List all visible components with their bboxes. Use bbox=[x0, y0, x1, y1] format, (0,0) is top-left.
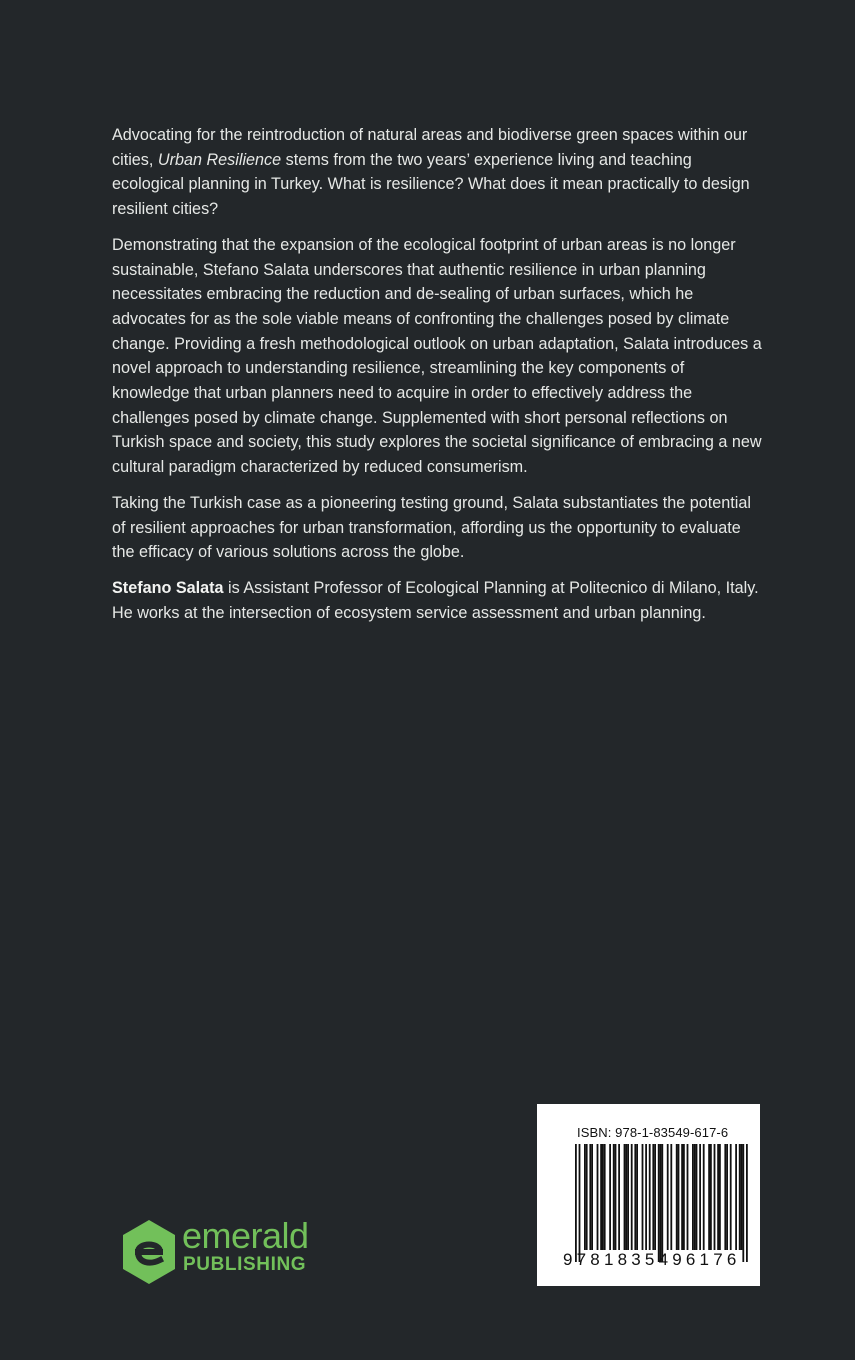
author-bio-text: is Assistant Professor of Ecological Planning at Politecnico di Milano, Italy. He works at the intersection of ecosystem service assessment and urban planning. bbox=[112, 578, 759, 622]
barcode-bar bbox=[634, 1144, 636, 1250]
barcode-bar bbox=[613, 1144, 615, 1250]
barcode-bar bbox=[667, 1144, 669, 1250]
barcode-bar bbox=[586, 1144, 588, 1250]
barcode-bar bbox=[597, 1144, 599, 1250]
publisher-subtitle: PUBLISHING bbox=[183, 1254, 307, 1275]
barcode-bar bbox=[746, 1144, 748, 1262]
barcode-bar bbox=[683, 1144, 685, 1250]
barcode-bar bbox=[654, 1144, 656, 1250]
barcode-bar bbox=[741, 1144, 743, 1250]
barcode-bar bbox=[652, 1144, 654, 1250]
barcode-bar bbox=[660, 1144, 662, 1262]
barcode-bar bbox=[591, 1144, 593, 1250]
barcode-bar bbox=[625, 1144, 627, 1250]
book-title-italic: Urban Resilience bbox=[157, 150, 282, 169]
barcode-bar bbox=[604, 1144, 606, 1250]
barcode-bar bbox=[584, 1144, 586, 1250]
barcode-bar bbox=[726, 1144, 728, 1250]
barcode-bar bbox=[724, 1144, 726, 1250]
barcode-bar bbox=[618, 1144, 620, 1250]
barcode-bar bbox=[642, 1144, 644, 1250]
blurb-p1-part-b: stems from the two years’ experience living and teaching ecological planning in Turkey. What is resilience? What does it mean practically to design resilient cities? bbox=[112, 150, 750, 219]
emerald-logo-icon bbox=[120, 1218, 178, 1286]
barcode-bar bbox=[602, 1144, 604, 1250]
barcode-bar bbox=[703, 1144, 705, 1250]
barcode-bar bbox=[696, 1144, 698, 1250]
barcode-digits: 9781835496176 bbox=[563, 1250, 741, 1269]
isbn-barcode bbox=[537, 1104, 760, 1286]
barcode-bar bbox=[678, 1144, 680, 1250]
barcode-bar bbox=[681, 1144, 683, 1250]
barcode-bar bbox=[631, 1144, 633, 1250]
barcode-bar bbox=[714, 1144, 716, 1250]
barcode-bar bbox=[692, 1144, 694, 1250]
barcode-bar bbox=[710, 1144, 712, 1250]
blurb-paragraph-1 bbox=[112, 123, 762, 222]
isbn-label: ISBN: 978-1-83549-617-6 bbox=[577, 1125, 729, 1140]
barcode-bar bbox=[670, 1144, 672, 1250]
publisher-name: emerald bbox=[182, 1215, 309, 1256]
barcode-bar bbox=[615, 1144, 617, 1250]
barcode-bar bbox=[730, 1144, 732, 1250]
barcode-bar bbox=[609, 1144, 611, 1250]
back-cover-blurb bbox=[112, 123, 762, 636]
barcode-bar bbox=[600, 1144, 602, 1250]
barcode-bar bbox=[719, 1144, 721, 1250]
barcode-bar bbox=[739, 1144, 741, 1250]
barcode-bar bbox=[694, 1144, 696, 1250]
blurb-paragraph-3: Taking the Turkish case as a pioneering testing ground, Salata substantiates the potential of resilient approaches for urban transformation, affording us the opportunity to evaluate the efficacy of various solutions across the globe. bbox=[112, 493, 751, 562]
barcode-bar bbox=[661, 1144, 663, 1262]
barcode-bar bbox=[717, 1144, 719, 1250]
barcode-bar bbox=[627, 1144, 629, 1250]
barcode-bar bbox=[579, 1144, 581, 1262]
barcode-bar bbox=[645, 1144, 647, 1250]
blurb-paragraph-2: Demonstrating that the expansion of the ecological footprint of urban areas is no longer sustainable, Stefano Salata underscores that authentic resilience in urban planning necessitates embracing the reduction and de-sealing of urban surfaces, which he advocates for as the sole viable means of confronting the challenges posed by climate change. Providing a fresh methodological outlook on urban adaptation, Salata introduces a novel approach to understanding resilience, streamlining the key components of knowledge that urban planners need to acquire in order to effectively address the challenges posed by climate change. Supplemented with short personal reflections on Turkish space and society, this study explores the societal significance of embracing a new cultural paradigm characterized by reduced consumerism. bbox=[112, 235, 762, 477]
author-bio bbox=[112, 576, 762, 625]
blurb-p1-part-a: Advocating for the reintroduction of natural areas and biodiverse green spaces within our cities, bbox=[112, 126, 748, 169]
barcode-bar bbox=[658, 1144, 660, 1262]
barcode-bar bbox=[636, 1144, 638, 1250]
barcode-bar bbox=[624, 1144, 626, 1250]
barcode-bar bbox=[687, 1144, 689, 1250]
barcode-bar bbox=[676, 1144, 678, 1250]
author-name: Stefano Salata bbox=[112, 578, 224, 597]
barcode-bar bbox=[575, 1144, 577, 1262]
barcode-bar bbox=[699, 1144, 701, 1250]
barcode-bar bbox=[735, 1144, 737, 1250]
barcode-bar bbox=[742, 1144, 744, 1262]
barcode-bar bbox=[708, 1144, 710, 1250]
barcode-bar bbox=[649, 1144, 651, 1250]
barcode-bar bbox=[589, 1144, 591, 1250]
